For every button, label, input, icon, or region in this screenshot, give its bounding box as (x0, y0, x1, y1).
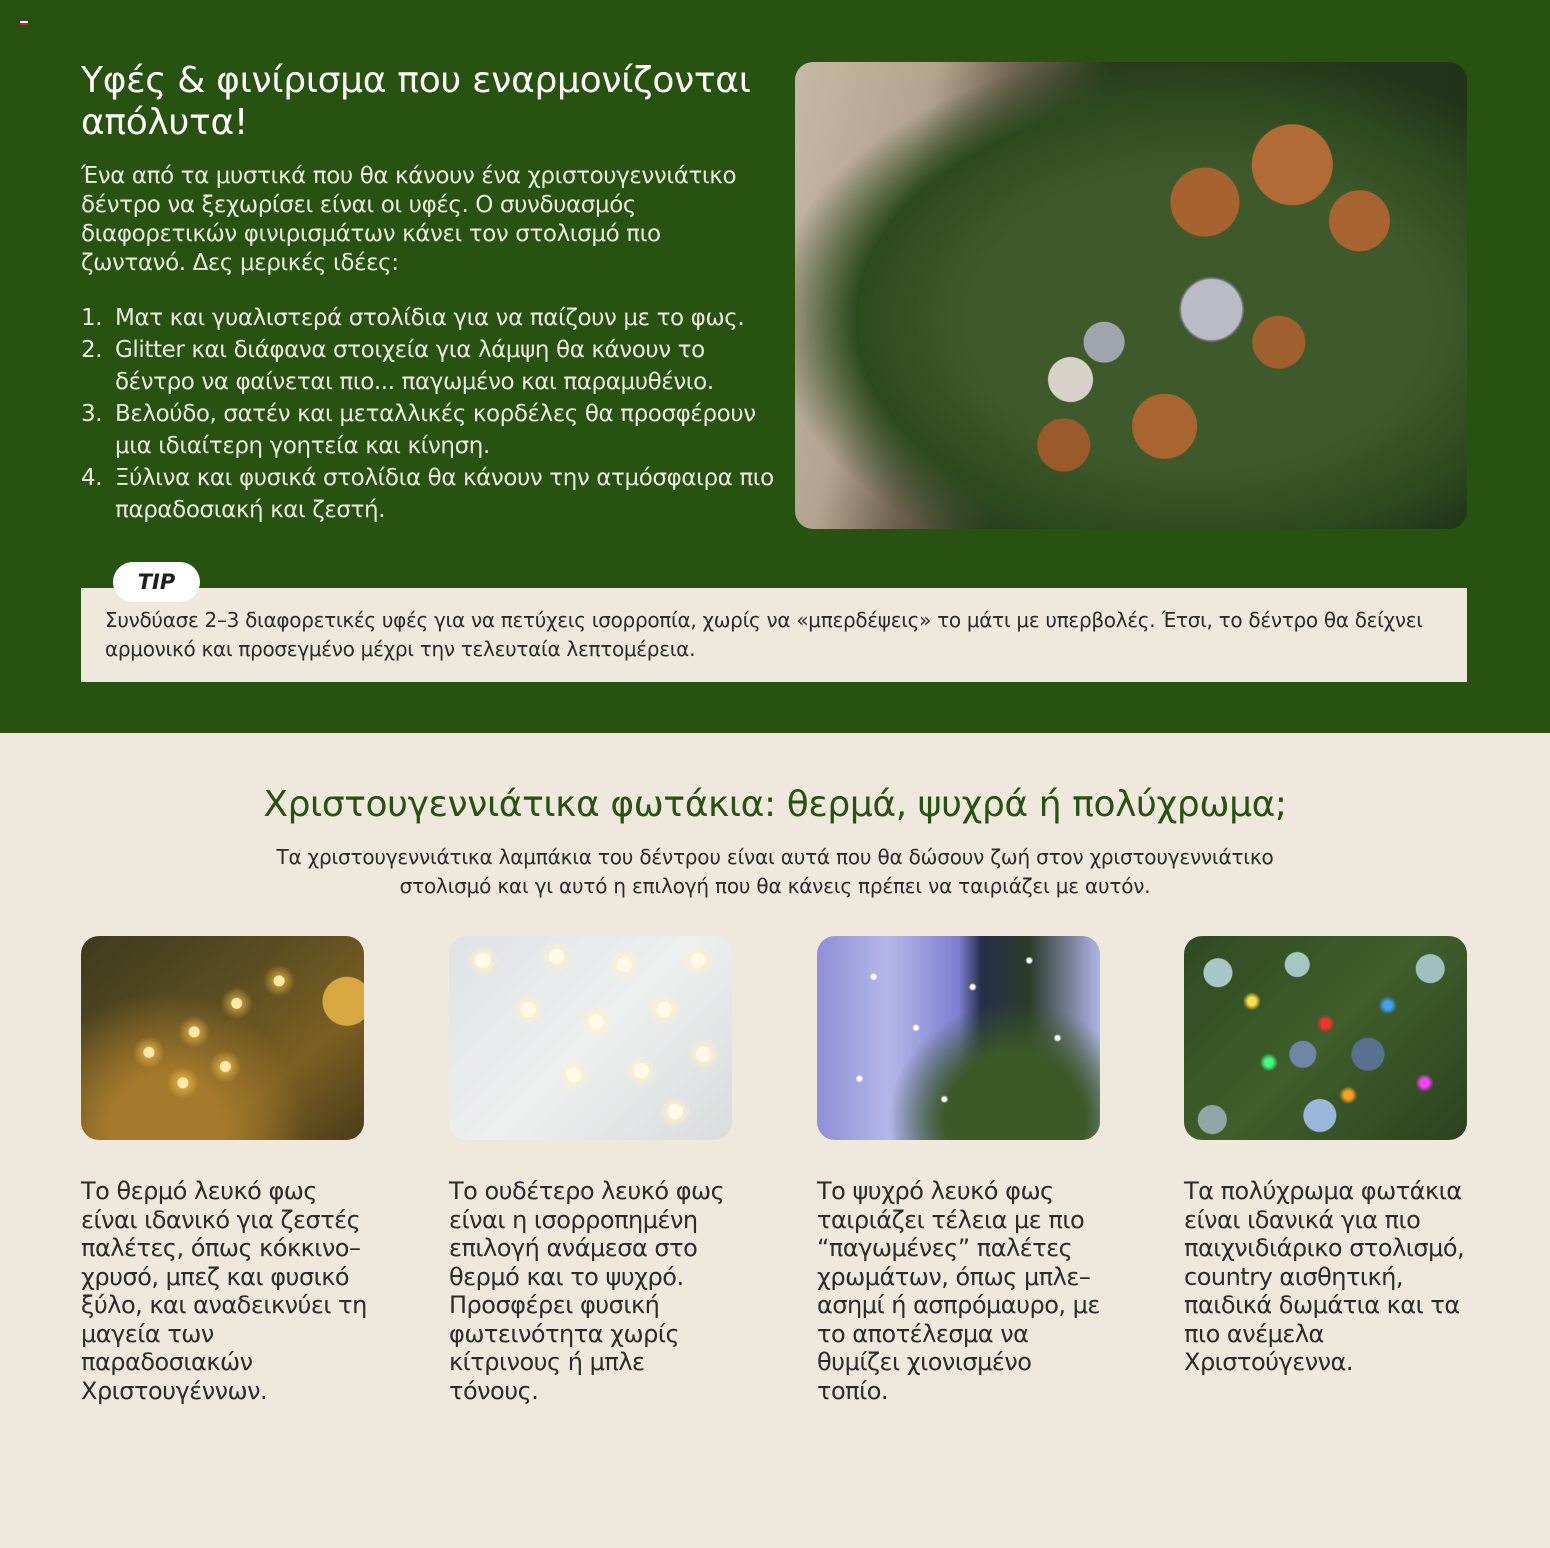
list-text: Glitter και διάφανα στοιχεία για λάμψη θα κάνουν το δέντρο να φαίνεται πιο... παγωμένο και παραμυθένιο. (115, 337, 714, 395)
neutral-lights-text: Το ουδέτερο λευκό φως είναι η ισορροπημένη επιλογή ανάμεσα στο θερμό και το ψυχρό. Προσφέρει φυσική φωτεινότητα χωρίς κίτρινους ή μπλε τόνους. (449, 1177, 725, 1405)
warm-lights-text: Το θερμό λευκό φως είναι ιδανικό για ζεστές παλέτες, όπως κόκκινο–χρυσό, μπεζ και φυσικό ξύλο, και αναδεικνύει τη μαγεία των παραδοσιακών Χριστουγέννων. (81, 1177, 367, 1405)
texture-intro: Ένα από τα μυστικά που θα κάνουν ένα χριστουγεννιάτικο δέντρο να ξεχωρίσει είναι οι υφές. Ο συνδυασμός διαφορετικών φινιρισμάτων κάνει τον στολισμό πιο ζωντανό. Δες μερικές ιδέες: (81, 163, 737, 276)
texture-title: Υφές & φινίρισμα που εναρμονίζονται απόλυτα! (81, 60, 751, 143)
lights-title: Χριστουγεννιάτικα φωτάκια: θερμά, ψυχρά ή πολύχρωμα; (263, 784, 1287, 825)
cool-lights-photo (817, 936, 1100, 1140)
list-item (81, 398, 781, 462)
flag-icon (20, 19, 28, 25)
warm-lights-photo (81, 936, 364, 1140)
texture-ideas-list (81, 302, 781, 526)
list-number: 4. (81, 465, 103, 491)
list-item (81, 302, 781, 334)
list-item (81, 334, 781, 398)
list-item (81, 462, 781, 526)
list-text: Ξύλινα και φυσικά στολίδια θα κάνουν την ατμόσφαιρα πιο παραδοσιακή και ζεστή. (115, 465, 774, 523)
list-number: 2. (81, 337, 103, 363)
list-number: 1. (81, 305, 103, 331)
cool-lights-text: Το ψυχρό λευκό φως ταιριάζει τέλεια με πιο “παγωμένες” παλέτες χρωμάτων, όπως μπλε–ασημί ή ασπρόμαυρο, με το αποτέλεσμα να θυμίζει χιονισμένο τοπίο. (817, 1177, 1100, 1405)
list-text: Βελούδο, σατέν και μεταλλικές κορδέλες θα προσφέρουν μια ιδιαίτερη γοητεία και κίνηση. (115, 401, 756, 459)
list-text: Ματ και γυαλιστερά στολίδια για να παίζουν με το φως. (115, 305, 745, 331)
tip-box (81, 588, 1467, 682)
multicolor-lights-text: Τα πολύχρωμα φωτάκια είναι ιδανικά για πιο παιχνιδιάρικο στολισμό, country αισθητική, παιδικά δωμάτια και τα πιο ανέμελα Χριστούγεννα. (1184, 1177, 1465, 1376)
tree-ornaments-photo (795, 62, 1467, 529)
tip-badge: TIP (113, 562, 200, 602)
lights-subtitle: Τα χριστουγεννιάτικα λαμπάκια του δέντρου είναι αυτά που θα δώσουν ζωή στον χριστουγεννιάτικο στολισμό και γι αυτό η επιλογή που θα κάνεις πρέπει να ταιριάζει με αυτόν. (276, 845, 1274, 898)
texture-section (0, 0, 1550, 733)
tip-text: Συνδύασε 2–3 διαφορετικές υφές για να πετύχεις ισορροπία, χωρίς να «μπερδέψεις» το μάτι με υπερβολές. Έτσι, το δέντρο θα δείχνει αρμονικό και προσεγμένο μέχρι την τελευταία λεπτομέρεια. (105, 608, 1423, 661)
list-number: 3. (81, 401, 103, 427)
neutral-lights-photo (449, 936, 732, 1140)
multicolor-lights-photo (1184, 936, 1467, 1140)
